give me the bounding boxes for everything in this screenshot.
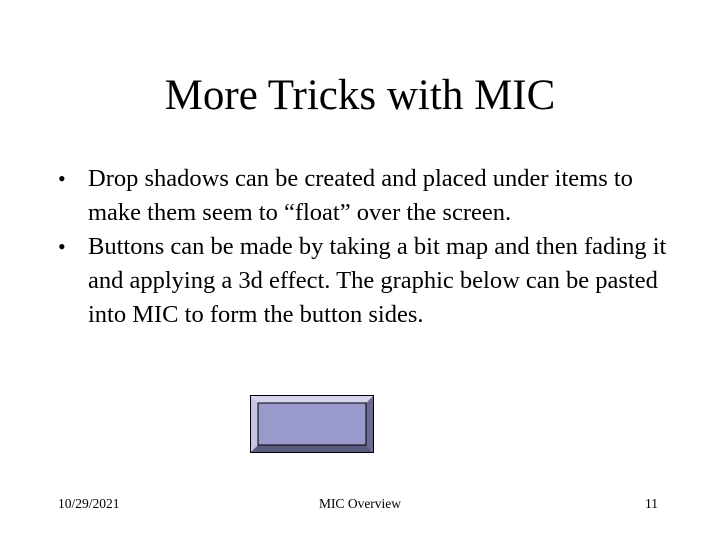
button-graphic [250,395,374,453]
bullet-item [58,162,678,230]
button-bevel-bottom [251,445,373,452]
button-bevel-right [366,396,373,452]
bullet-text: Drop shadows can be created and placed under items to make them seem to “float” over the screen. [88,165,633,226]
bullet-text: Buttons can be made by taking a bit map and then fading it and applying a 3d effect. The graphic below can be pasted into MIC to form the button sides. [88,233,667,328]
slide-title: More Tricks with MIC [164,72,556,119]
button-bevel-left [251,396,258,452]
bullet-item [58,230,678,332]
footer-title: MIC Overview [318,496,402,511]
footer-date: 10/29/2021 [58,496,120,511]
bullet-marker: • [58,234,66,259]
bullet-list [58,162,678,332]
bullet-marker: • [58,166,66,191]
footer-page-number: 11 [645,496,658,511]
button-bevel-top [251,396,373,403]
button-face [258,403,366,445]
